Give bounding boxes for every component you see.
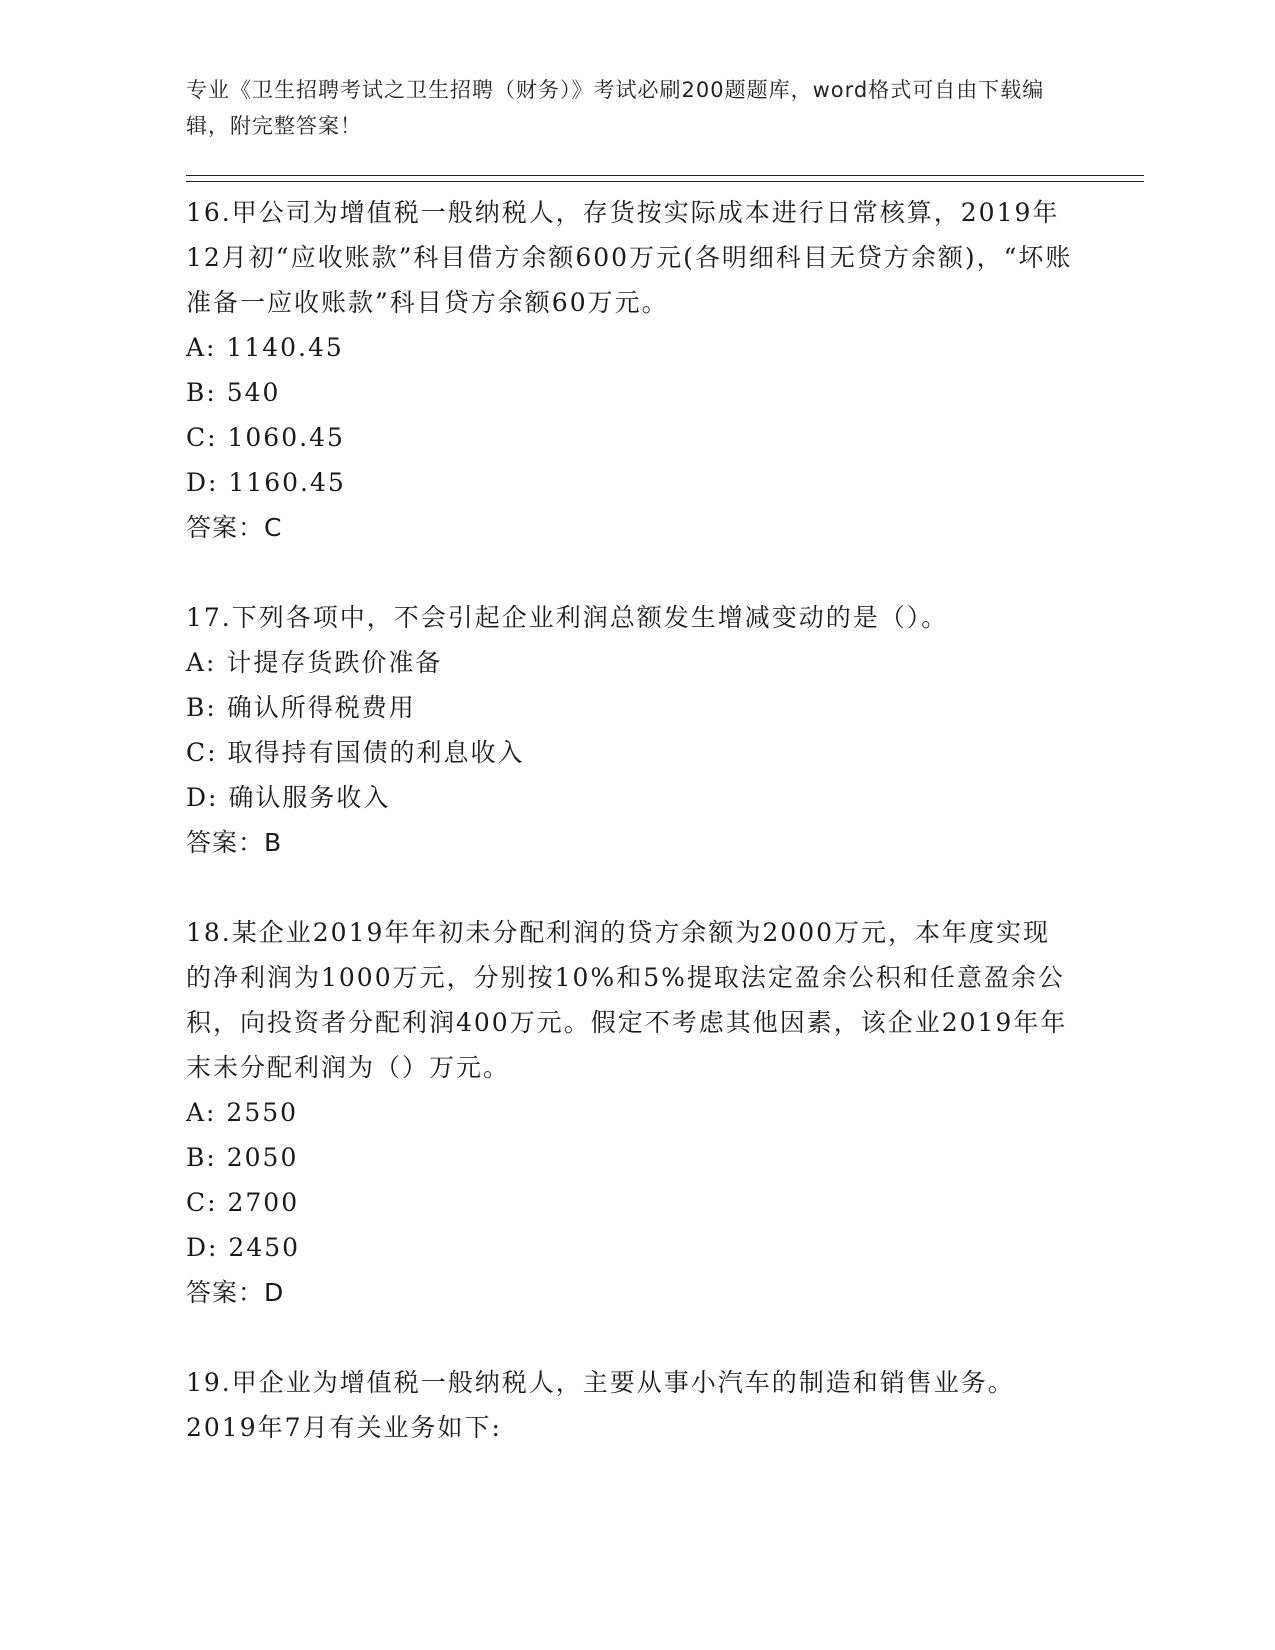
question-19 (186, 1360, 1076, 1450)
answer: 答案：D (186, 1278, 285, 1307)
option-d: D: 2450 (186, 1233, 301, 1262)
option-b: B: 540 (186, 378, 281, 407)
option-a: A: 1140.45 (186, 333, 344, 362)
spacer (186, 550, 1076, 595)
header-rule-bottom (186, 181, 1144, 182)
question-text: 17.下列各项中，不会引起企业利润总额发生增减变动的是（）。 (186, 603, 949, 632)
option-a: A: 计提存货跌价准备 (186, 648, 443, 677)
question-list (186, 190, 1076, 1450)
document-header: 专业《卫生招聘考试之卫生招聘（财务）》考试必刷200题题库，word格式可自由下载编辑，附完整答案！ (186, 78, 1045, 138)
spacer (186, 865, 1076, 910)
option-a: A: 2550 (186, 1098, 299, 1127)
option-c: C: 1060.45 (186, 423, 345, 452)
question-18 (186, 910, 1076, 1315)
header-rule-top (186, 175, 1144, 176)
question-text: 18.某企业2019年年初未分配利润的贷方余额为2000万元，本年度实现的净利润为1000万元，分别按10%和5%提取法定盈余公积和任意盈余公积，向投资者分配利润400万元。假定不考虑其他因素，该企业2019年年末未分配利润为（）万元。 (186, 918, 1068, 1082)
option-c: C: 取得持有国债的利息收入 (186, 738, 525, 767)
question-17 (186, 595, 1076, 865)
option-c: C: 2700 (186, 1188, 300, 1217)
answer: 答案：C (186, 513, 283, 542)
question-16 (186, 190, 1076, 550)
answer: 答案：B (186, 828, 283, 857)
option-b: B: 确认所得税费用 (186, 693, 416, 722)
spacer (186, 1315, 1076, 1360)
option-d: D: 确认服务收入 (186, 783, 391, 812)
question-text: 16.甲公司为增值税一般纳税人，存货按实际成本进行日常核算，2019年12月初“应收账款”科目借方余额600万元(各明细科目无贷方余额)，“坏账准备一应收账款”科目贷方余额60万元。 (186, 198, 1073, 317)
option-d: D: 1160.45 (186, 468, 346, 497)
option-b: B: 2050 (186, 1143, 299, 1172)
question-text: 19.甲企业为增值税一般纳税人，主要从事小汽车的制造和销售业务。2019年7月有关业务如下: (186, 1368, 1015, 1442)
